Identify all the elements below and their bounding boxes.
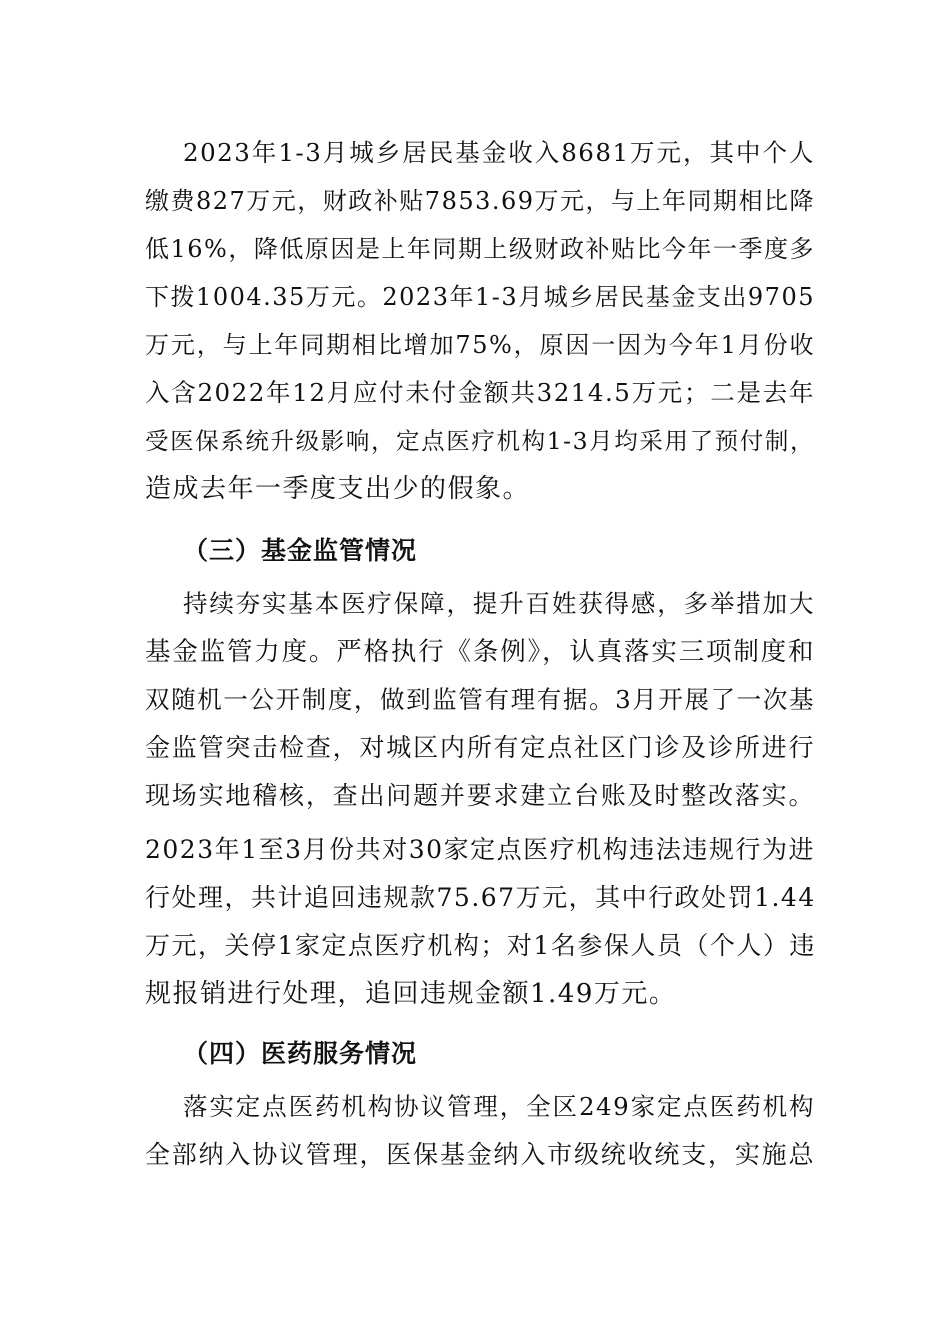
paragraph1-line-4: 下拨1004.35万元。2023年1-3月城乡居民基金支出9705 — [145, 283, 815, 311]
section4-heading: （四）医药服务情况 — [183, 1039, 418, 1068]
section3-line-7: 行处理，共计追回违规款75.67万元，其中行政处罚1.44 — [145, 883, 816, 912]
paragraph1-line-6: 入含2022年12月应付未付金额共3214.5万元；二是去年 — [145, 378, 815, 407]
section3-line-8: 万元，关停1家定点医疗机构；对1名参保人员（个人）违 — [145, 931, 816, 960]
section3-line-1: 持续夯实基本医疗保障，提升百姓获得感，多举措加大 — [183, 589, 815, 618]
section4-line-2: 全部纳入协议管理，医保基金纳入市级统收统支，实施总 — [145, 1140, 815, 1169]
paragraph1-line-5: 万元，与上年同期相比增加75%，原因一因为今年1月份收 — [145, 331, 815, 359]
section3-line-5: 现场实地稽核，查出问题并要求建立台账及时整改落实。 — [145, 781, 815, 810]
section3-line-3: 双随机一公开制度，做到监管有理有据。3月开展了一次基 — [145, 685, 815, 714]
paragraph1-line-8: 造成去年一季度支出少的假象。 — [145, 474, 531, 504]
section3-heading: （三）基金监管情况 — [183, 536, 418, 565]
section3-line-6: 2023年1至3月份共对30家定点医疗机构违法违规行为进 — [145, 835, 815, 864]
section3-line-4: 金监管突击检查，对城区内所有定点社区门诊及诊所进行 — [145, 733, 815, 762]
section3-line-9: 规报销进行处理，追回违规金额1.49万元。 — [145, 979, 677, 1009]
paragraph1-line-3: 低16%，降低原因是上年同期上级财政补贴比今年一季度多 — [145, 235, 815, 263]
section3-line-2: 基金监管力度。严格执行《条例》，认真落实三项制度和 — [145, 637, 815, 667]
section4-line-1: 落实定点医药机构协议管理，全区249家定点医药机构 — [183, 1092, 815, 1121]
paragraph1-line-7: 受医保系统升级影响，定点医疗机构1-3月均采用了预付制， — [145, 427, 815, 455]
paragraph1-line-1: 2023年1-3月城乡居民基金收入8681万元，其中个人 — [183, 138, 815, 167]
paragraph1-line-2: 缴费827万元，财政补贴7853.69万元，与上年同期相比降 — [145, 187, 816, 215]
